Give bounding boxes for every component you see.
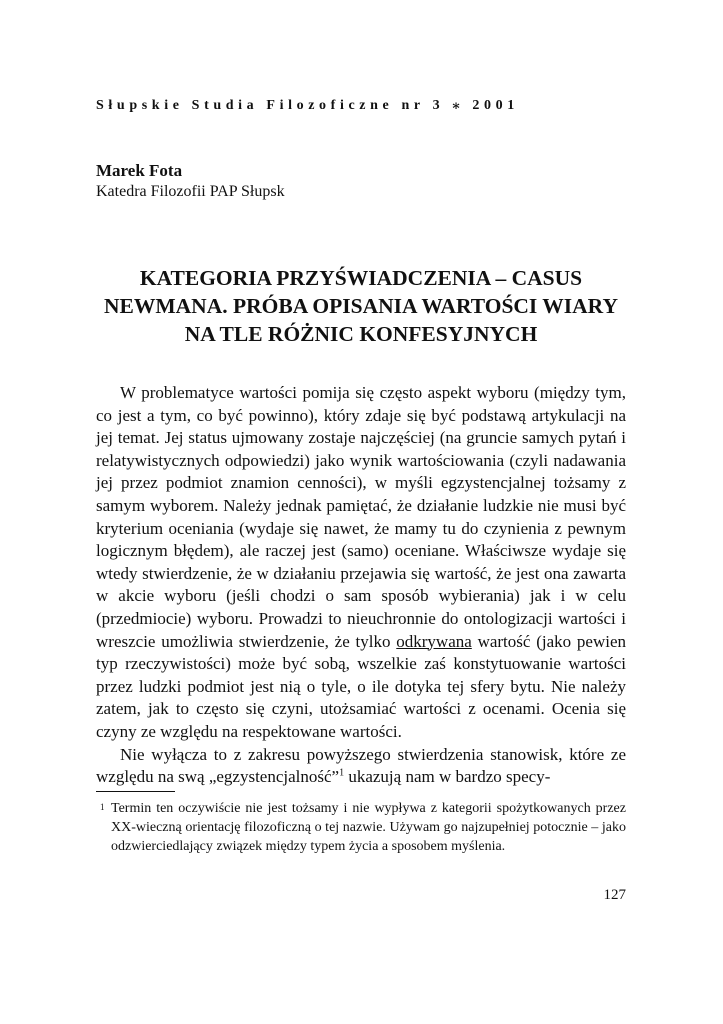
footnote-text: Termin ten oczywiście nie jest tożsamy i nie wypływa z kategorii spożytkowanych przez XX-wieczną orientację filozoficzną o tej nazwie. Używam go najzupełniej potocznie – jako odzwierciedlający związek między typem życia a sposobem myślenia. bbox=[111, 801, 626, 854]
paragraph-2 bbox=[96, 744, 626, 789]
footnote bbox=[96, 799, 626, 856]
article-title bbox=[96, 264, 626, 348]
title-line-2: NEWMANA. PRÓBA OPISANIA WARTOŚCI WIARY bbox=[104, 294, 618, 318]
author-name: Marek Fota bbox=[96, 161, 183, 180]
footnote-reference[interactable]: 1 bbox=[339, 767, 345, 779]
paragraph-1 bbox=[96, 382, 626, 744]
article-body bbox=[96, 382, 626, 789]
paragraph-2-text-a: Nie wyłącza to z zakresu powyższego stwierdzenia stanowisk, które ze względu na swą „egzystencjalność” bbox=[96, 744, 626, 787]
author-affiliation: Katedra Filozofii PAP Słupsk bbox=[96, 183, 285, 200]
title-line-1: KATEGORIA PRZYŚWIADCZENIA – CASUS bbox=[139, 266, 583, 290]
underlined-word: odkrywana bbox=[396, 631, 472, 651]
paragraph-1-text-a: W problematyce wartości pomija się często aspekt wyboru (między tym, co jest a tym, co być powinno), który zdaje się być podstawą artykulacji na jej temat. Jej status ujmowany zostaje najczęściej (na gruncie samych pytań i relatywistycznych odpowiedzi) jako wynik wartościowania (czyli nadawania jej przez podmiot znamion cenności), w myśli egzystencjalnej tożsamy z samym wyborem. Należy jednak pamiętać, że działanie ludzkie nie musi być kryterium oceniania (wydaje się nawet, że mamy tu do czynienia z pewnym logicznym błędem), ale raczej jest (samo) oceniane. Właściwsze wydaje się wtedy stwierdzenie, że w działaniu przejawia się wartość, że jest ona zawarta w akcie wyboru (jeśli chodzi o sam sposób wybierania) jak i w celu (przedmiocie) wyboru. Prowadzi to nieuchronnie do ontologizacji wartości i wreszcie umożliwia stwierdzenie, że tylko bbox=[96, 383, 626, 651]
author-block bbox=[96, 160, 626, 202]
paragraph-1-text-b: wartość (jako pewien typ rzeczywistości) może być sobą, wszelkie zaś konstytuowanie wartości przez ludzki podmiot jest nią o tyle, o ile dotyka tej sfery bytu. Nie należy zatem, jak to często się czyni, utożsamiać wartości z ocenami. Ocenia się czyny ze względu na respektowane wartości. bbox=[96, 631, 626, 741]
page-number: 127 bbox=[603, 887, 626, 903]
footnote-divider bbox=[96, 791, 175, 792]
paragraph-2-text-b: ukazują nam w bardzo specy- bbox=[344, 767, 551, 787]
journal-header: Słupskie Studia Filozoficzne nr 3 ⁎ 2001 bbox=[96, 98, 519, 113]
title-line-3: NA TLE RÓŻNIC KONFESYJNYCH bbox=[184, 322, 538, 346]
footnote-mark: 1 bbox=[100, 802, 105, 812]
